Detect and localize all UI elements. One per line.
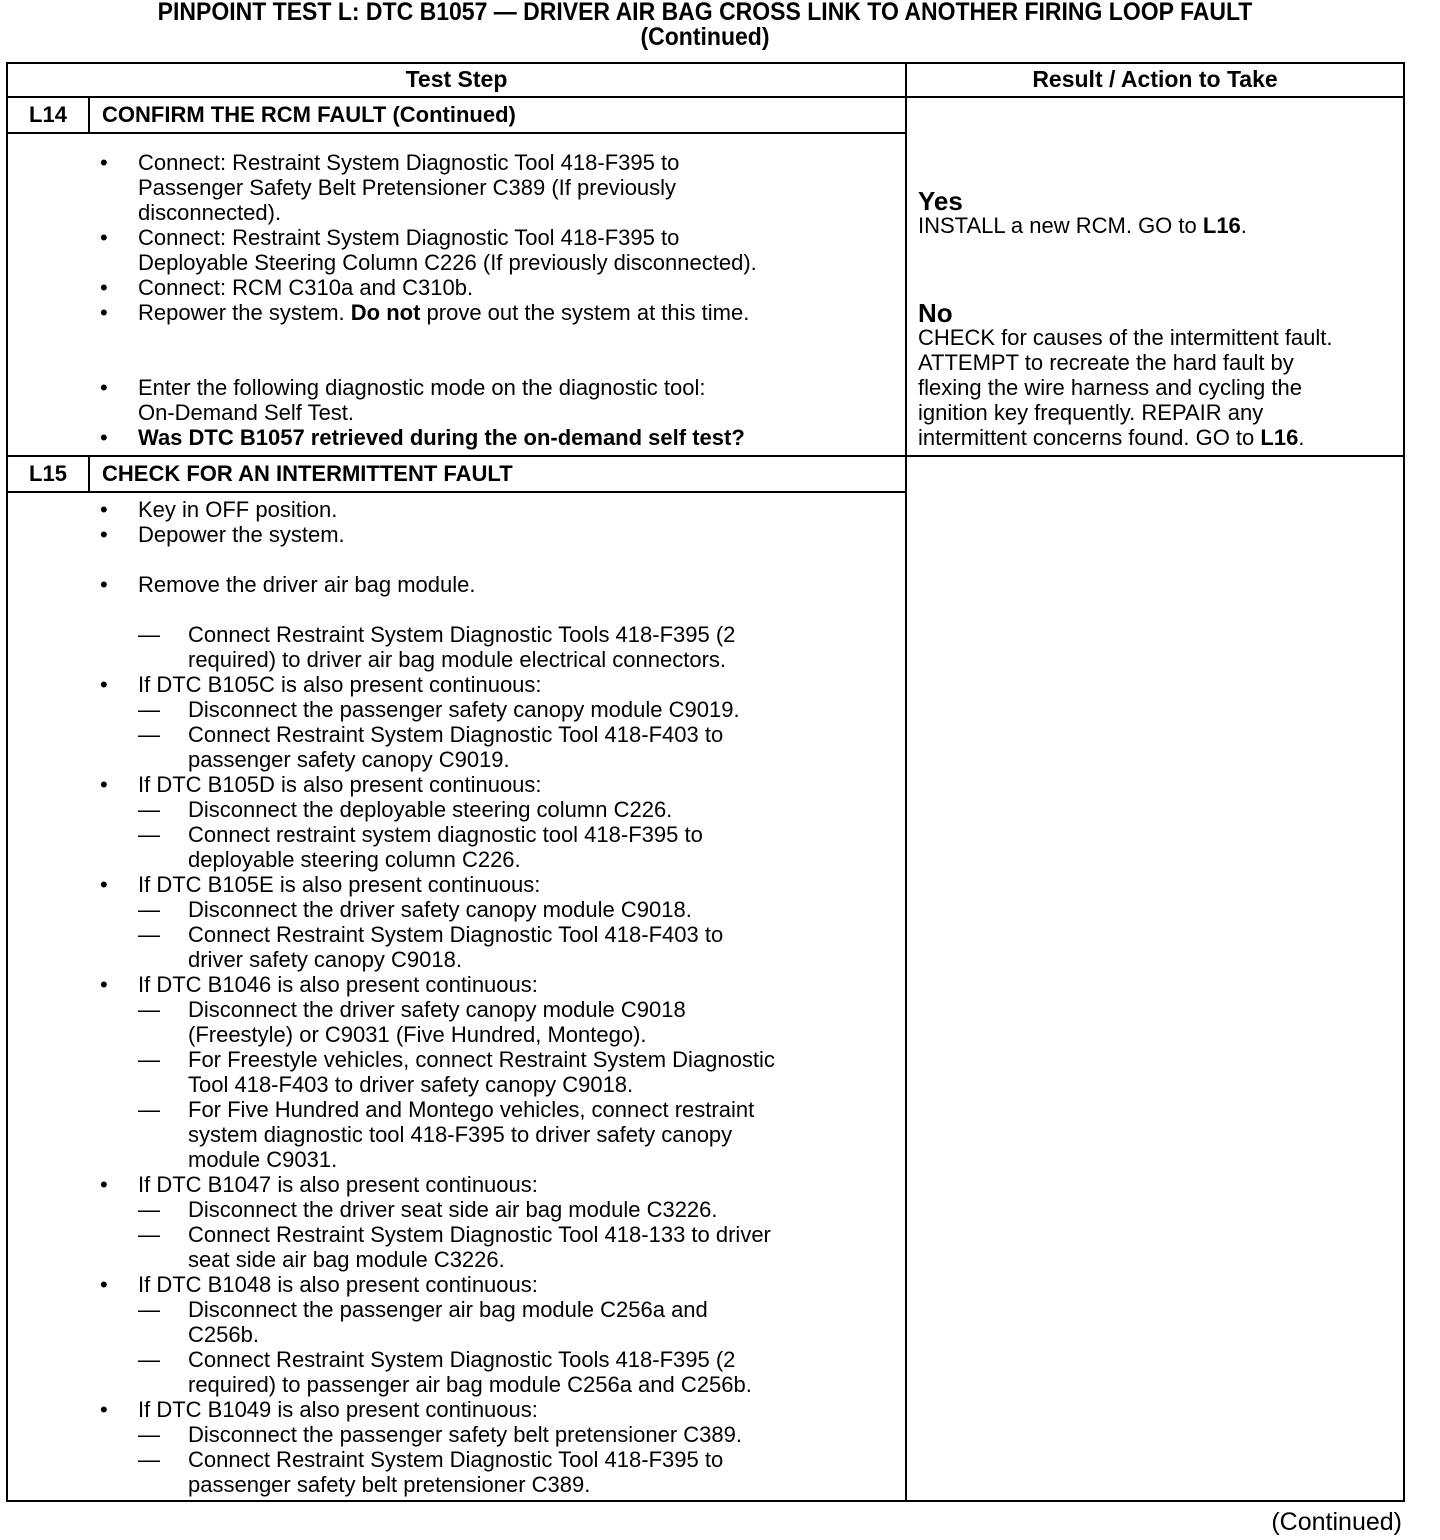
bullet-marker: •: [100, 772, 108, 797]
bullet-marker: •: [100, 300, 108, 325]
bullet-marker: •: [100, 425, 108, 450]
l15-line: Tool 418-F403 to driver safety canopy C9018.: [188, 1072, 634, 1097]
result-yes-heading: Yes: [918, 186, 963, 216]
dash-marker: —: [138, 697, 160, 722]
l15-line: If DTC B105E is also present continuous:: [138, 872, 541, 897]
result-no-text: intermittent concerns found. GO to: [918, 425, 1261, 450]
result-no-ref: L16: [1260, 425, 1299, 450]
l15-line: Disconnect the passenger air bag module C256a and: [188, 1297, 708, 1322]
l15-line: Depower the system.: [138, 522, 345, 547]
page-title: [56, 0, 1353, 50]
l15-line: Connect Restraint System Diagnostic Tool 418-F395 to: [188, 1447, 724, 1472]
dash-marker: —: [138, 922, 160, 947]
result-yes-ref: L16: [1202, 213, 1241, 238]
result-no-line: ATTEMPT to recreate the hard fault by: [918, 350, 1294, 375]
l14-line: disconnected).: [138, 200, 282, 225]
l15-line: For Five Hundred and Montego vehicles, connect restraint: [188, 1097, 755, 1122]
dash-marker: —: [138, 622, 160, 647]
l15-id-divider: [88, 455, 90, 492]
dash-marker: —: [138, 1197, 160, 1222]
l15-line: Remove the driver air bag module.: [138, 572, 476, 597]
bullet-marker: •: [100, 972, 108, 997]
dash-marker: —: [138, 897, 160, 922]
l15-line: If DTC B1047 is also present continuous:: [138, 1172, 538, 1197]
bullet-marker: •: [100, 375, 108, 400]
title-line-1: PINPOINT TEST L: DTC B1057 — DRIVER AIR BAG CROSS LINK TO ANOTHER FIRING LOOP FAULT: [157, 0, 1253, 26]
dash-marker: —: [138, 1047, 160, 1072]
title-line-2: (Continued): [640, 23, 770, 51]
dash-marker: —: [138, 1422, 160, 1447]
l15-line: Disconnect the passenger safety canopy module C9019.: [188, 697, 740, 722]
l14-line: Connect: Restraint System Diagnostic Tool 418-F395 to: [138, 225, 680, 250]
l15-line: deployable steering column C226.: [188, 847, 521, 872]
bullet-marker: •: [100, 872, 108, 897]
l15-line: If DTC B1049 is also present continuous:: [138, 1397, 538, 1422]
result-yes-end: .: [1240, 213, 1247, 238]
dash-marker: —: [138, 1297, 160, 1322]
bullet-marker: •: [100, 672, 108, 697]
do-not-emphasis: Do not: [350, 300, 421, 325]
l15-line: required) to driver air bag module electrical connectors.: [188, 647, 727, 672]
l15-title-rule: [6, 491, 906, 493]
l15-line: system diagnostic tool 418-F395 to driver safety canopy: [188, 1122, 733, 1147]
header-result: Result / Action to Take: [1032, 66, 1278, 92]
l15-line: Connect Restraint System Diagnostic Tools 418-F395 (2: [188, 1347, 736, 1372]
bullet-marker: •: [100, 522, 108, 547]
l14-line-repower: [138, 300, 749, 325]
repower-text: Repower the system.: [138, 300, 351, 325]
result-no-end: .: [1298, 425, 1305, 450]
dash-marker: —: [138, 1222, 160, 1247]
result-no-line: CHECK for causes of the intermittent fault.: [918, 325, 1333, 350]
l15-line: Connect restraint system diagnostic tool 418-F395 to: [188, 822, 703, 847]
l14-line: Deployable Steering Column C226 (If previously disconnected).: [138, 250, 757, 275]
repower-text-end: prove out the system at this time.: [420, 300, 750, 325]
dash-marker: —: [138, 1097, 160, 1122]
l15-line: If DTC B105C is also present continuous:: [138, 672, 542, 697]
l15-line: driver safety canopy C9018.: [188, 947, 462, 972]
l15-line: Key in OFF position.: [138, 497, 338, 522]
l14-id-divider: [88, 96, 90, 133]
l15-line: For Freestyle vehicles, connect Restraint System Diagnostic: [188, 1047, 775, 1072]
dash-marker: —: [138, 797, 160, 822]
l15-line: seat side air bag module C3226.: [188, 1247, 505, 1272]
l14-line: Passenger Safety Belt Pretensioner C389 (If previously: [138, 175, 677, 200]
l15-line: Disconnect the driver safety canopy module C9018.: [188, 897, 692, 922]
result-no-heading: No: [918, 298, 953, 328]
l15-line: module C9031.: [188, 1147, 338, 1172]
l15-line: (Freestyle) or C9031 (Five Hundred, Montego).: [188, 1022, 647, 1047]
bullet-marker: •: [100, 1172, 108, 1197]
l15-line: passenger safety canopy C9019.: [188, 747, 510, 772]
bullet-marker: •: [100, 1272, 108, 1297]
l14-question: Was DTC B1057 retrieved during the on-demand self test?: [138, 425, 745, 450]
result-no-line: ignition key frequently. REPAIR any: [918, 400, 1264, 425]
bullet-marker: •: [100, 1397, 108, 1422]
step-id-l15: L15: [29, 461, 67, 486]
l14-line: Enter the following diagnostic mode on the diagnostic tool:: [138, 375, 706, 400]
step-title-l14: CONFIRM THE RCM FAULT (Continued): [102, 102, 516, 127]
header-test-step: Test Step: [405, 66, 508, 92]
dash-marker: —: [138, 822, 160, 847]
l15-line: Connect Restraint System Diagnostic Tools 418-F395 (2: [188, 622, 736, 647]
l15-line: Connect Restraint System Diagnostic Tool 418-133 to driver: [188, 1222, 771, 1247]
l14-title-rule: [6, 132, 906, 134]
continued-footer: (Continued): [1271, 1508, 1402, 1536]
l15-line: Disconnect the driver seat side air bag module C3226.: [188, 1197, 718, 1222]
dash-marker: —: [138, 1447, 160, 1472]
l15-line: Connect Restraint System Diagnostic Tool 418-F403 to: [188, 922, 724, 947]
l15-line: required) to passenger air bag module C256a and C256b.: [188, 1372, 752, 1397]
l14-line: Connect: RCM C310a and C310b.: [138, 275, 474, 300]
result-yes-action: INSTALL a new RCM. GO to: [918, 213, 1203, 238]
l15-line: Connect Restraint System Diagnostic Tool 418-F403 to: [188, 722, 724, 747]
l14-line: Connect: Restraint System Diagnostic Tool 418-F395 to: [138, 150, 680, 175]
bullet-marker: •: [100, 497, 108, 522]
l15-line: Disconnect the deployable steering column C226.: [188, 797, 673, 822]
bullet-marker: •: [100, 572, 108, 597]
column-divider: [905, 62, 907, 1502]
l15-line: If DTC B1046 is also present continuous:: [138, 972, 538, 997]
l15-line: If DTC B1048 is also present continuous:: [138, 1272, 538, 1297]
bullet-marker: •: [100, 225, 108, 250]
l15-line: Disconnect the driver safety canopy module C9018: [188, 997, 686, 1022]
dash-marker: —: [138, 722, 160, 747]
l14-line: On-Demand Self Test.: [138, 400, 355, 425]
l15-line: If DTC B105D is also present continuous:: [138, 772, 542, 797]
l15-line: C256b.: [188, 1322, 259, 1347]
result-yes-text: [918, 213, 1247, 238]
bullet-marker: •: [100, 275, 108, 300]
dash-marker: —: [138, 1347, 160, 1372]
l15-line: passenger safety belt pretensioner C389.: [188, 1472, 591, 1497]
step-id-l14: L14: [29, 102, 67, 127]
step-title-l15: CHECK FOR AN INTERMITTENT FAULT: [102, 461, 513, 486]
result-no-line: flexing the wire harness and cycling the: [918, 375, 1302, 400]
bullet-marker: •: [100, 150, 108, 175]
result-no-last-line: [918, 425, 1304, 450]
l15-line: Disconnect the passenger safety belt pretensioner C389.: [188, 1422, 742, 1447]
dash-marker: —: [138, 997, 160, 1022]
